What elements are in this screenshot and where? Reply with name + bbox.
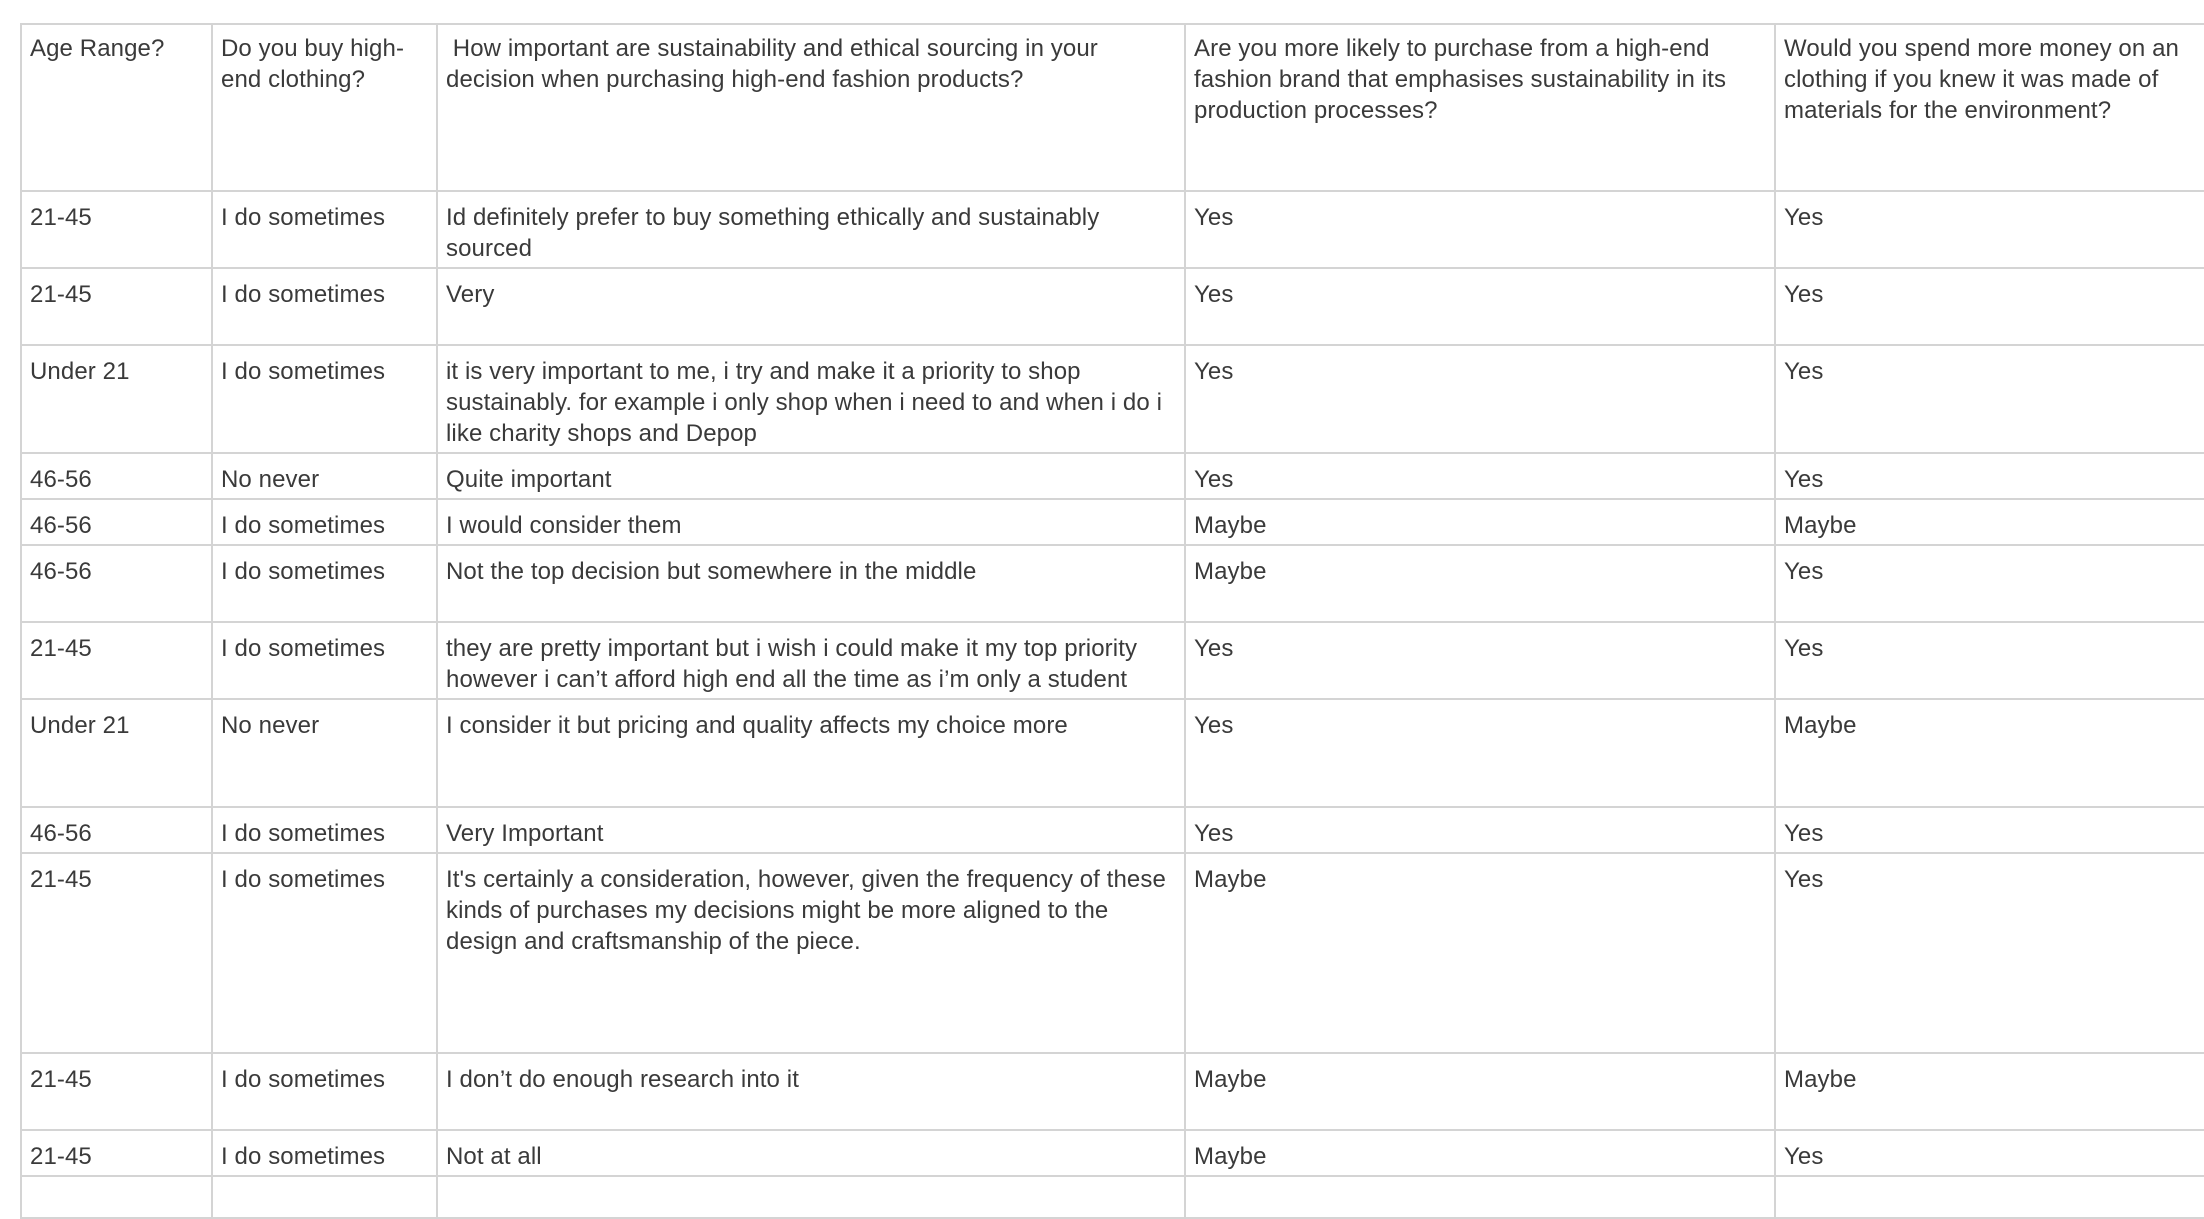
cell-spend-more[interactable] [1775,268,2204,345]
cell-text: 21-45 [30,1066,92,1093]
header-cell-importance[interactable] [437,24,1185,191]
cell-buy[interactable] [212,1130,437,1176]
cell-text: 21-45 [30,866,92,893]
cell-spend-more[interactable] [1775,853,2204,1053]
cell-spend-more[interactable] [1775,1130,2204,1176]
table-row [21,853,2204,1053]
table-row [21,699,2204,807]
cell-text: Yes [1194,635,1234,662]
cell-text: Yes [1784,820,1824,847]
cell-likely[interactable] [1185,545,1775,622]
cell-text: Yes [1784,281,1824,308]
cell-age[interactable] [21,853,212,1053]
table-row [21,545,2204,622]
cell-likely[interactable] [1185,807,1775,853]
cell-text: Maybe [1784,1066,1857,1093]
cell-text: Yes [1194,281,1234,308]
table-row [21,622,2204,699]
cell-text: No never [221,712,320,739]
header-label: Are you more likely to purchase from a high-end fashion brand that emphasises sustainability in its production processes? [1194,35,1733,124]
cell-text: Yes [1194,358,1234,385]
cell-importance[interactable] [437,1176,1185,1218]
cell-buy[interactable] [212,1053,437,1130]
spreadsheet-grid [20,23,2204,1219]
cell-text: I do sometimes [221,281,386,308]
cell-text: 46-56 [30,466,92,493]
cell-text: Maybe [1194,512,1267,539]
table-row [21,453,2204,499]
cell-text: Yes [1194,204,1234,231]
cell-importance[interactable] [437,499,1185,545]
cell-age[interactable] [21,1053,212,1130]
cell-buy[interactable] [212,807,437,853]
cell-text: 21-45 [30,1143,92,1170]
cell-text: I do sometimes [221,1143,386,1170]
table-row [21,499,2204,545]
cell-age[interactable] [21,1130,212,1176]
cell-age[interactable] [21,1176,212,1218]
cell-importance[interactable] [437,345,1185,453]
cell-importance[interactable] [437,1130,1185,1176]
cell-text: No never [221,466,320,493]
cell-likely[interactable] [1185,1176,1775,1218]
cell-buy[interactable] [212,699,437,807]
cell-text: 46-56 [30,512,92,539]
cell-likely[interactable] [1185,268,1775,345]
header-label: Would you spend more money on an clothing if you knew it was made of materials for the environment? [1784,35,2186,124]
cell-text: I do sometimes [221,558,386,585]
cell-text: It's certainly a consideration, however, given the frequency of these kinds of purchases my decisions might be more aligned to the design and craftsmanship of the piece. [446,866,1173,955]
cell-text: I would consider them [446,512,682,539]
cell-likely[interactable] [1185,1130,1775,1176]
cell-likely[interactable] [1185,499,1775,545]
cell-text: I do sometimes [221,635,386,662]
cell-age[interactable] [21,499,212,545]
cell-importance[interactable] [437,453,1185,499]
cell-text: Under 21 [30,358,130,385]
cell-age[interactable] [21,622,212,699]
cell-text: I do sometimes [221,820,386,847]
cell-buy[interactable] [212,499,437,545]
cell-text: 46-56 [30,820,92,847]
cell-text: I do sometimes [221,204,386,231]
cell-spend-more[interactable] [1775,345,2204,453]
cell-age[interactable] [21,268,212,345]
cell-text: Not the top decision but somewhere in the middle [446,558,977,585]
cell-likely[interactable] [1185,191,1775,268]
cell-spend-more[interactable] [1775,807,2204,853]
cell-likely[interactable] [1185,1053,1775,1130]
cell-text: Yes [1194,466,1234,493]
table-row [21,345,2204,453]
cell-age[interactable] [21,699,212,807]
cell-text: Yes [1784,866,1824,893]
header-label: Do you buy high-end clothing? [221,35,405,93]
cell-text: 21-45 [30,281,92,308]
cell-text: 21-45 [30,635,92,662]
cell-text: Yes [1784,558,1824,585]
cell-text: Very Important [446,820,604,847]
cell-text: I don’t do enough research into it [446,1066,799,1093]
cell-text: they are pretty important but i wish i could make it my top priority however i can’t afford high end all the time as i’m only a student [446,635,1144,693]
table-row [21,191,2204,268]
cell-buy[interactable] [212,268,437,345]
header-cell-age-range[interactable] [21,24,212,191]
cell-buy[interactable] [212,622,437,699]
cell-importance[interactable] [437,1053,1185,1130]
cell-text: it is very important to me, i try and make it a priority to shop sustainably. for example i only shop when i need to and when i do i like charity shops and Depop [446,358,1169,447]
table-row [21,1130,2204,1176]
cell-spend-more[interactable] [1775,545,2204,622]
cell-text: Very [446,281,495,308]
header-cell-buy-high-end[interactable] [212,24,437,191]
cell-text: Maybe [1194,866,1267,893]
cell-text: I consider it but pricing and quality affects my choice more [446,712,1068,739]
cell-spend-more[interactable] [1775,499,2204,545]
cell-buy[interactable] [212,545,437,622]
cell-text: Maybe [1784,712,1857,739]
table-row-empty [21,1176,2204,1218]
cell-buy[interactable] [212,345,437,453]
header-cell-more-likely[interactable] [1185,24,1775,191]
cell-text: Not at all [446,1143,542,1170]
cell-buy[interactable] [212,191,437,268]
cell-spend-more[interactable] [1775,191,2204,268]
cell-text: Under 21 [30,712,130,739]
cell-importance[interactable] [437,807,1185,853]
cell-text: I do sometimes [221,1066,386,1093]
table-row [21,268,2204,345]
table-row [21,1053,2204,1130]
cell-likely[interactable] [1185,453,1775,499]
cell-buy[interactable] [212,453,437,499]
cell-text: Maybe [1194,1143,1267,1170]
cell-text: I do sometimes [221,866,386,893]
cell-age[interactable] [21,345,212,453]
header-label: How important are sustainability and ethical sourcing in your decision when purchasing high-end fashion products? [446,35,1105,93]
cell-importance[interactable] [437,191,1185,268]
cell-text: 21-45 [30,204,92,231]
cell-importance[interactable] [437,268,1185,345]
cell-text: Maybe [1194,1066,1267,1093]
cell-buy[interactable] [212,853,437,1053]
cell-text: Yes [1194,820,1234,847]
cell-spend-more[interactable] [1775,1053,2204,1130]
cell-spend-more[interactable] [1775,699,2204,807]
cell-text: Yes [1194,712,1234,739]
cell-text: 46-56 [30,558,92,585]
cell-text: I do sometimes [221,512,386,539]
cell-text: Maybe [1194,558,1267,585]
cell-text: Yes [1784,358,1824,385]
header-cell-spend-more[interactable] [1775,24,2204,191]
cell-importance[interactable] [437,699,1185,807]
cell-spend-more[interactable] [1775,453,2204,499]
cell-importance[interactable] [437,622,1185,699]
header-label: Age Range? [30,35,165,62]
cell-text: I do sometimes [221,358,386,385]
cell-spend-more[interactable] [1775,622,2204,699]
cell-text: Quite important [446,466,612,493]
cell-likely[interactable] [1185,853,1775,1053]
cell-text: Maybe [1784,512,1857,539]
cell-text: Yes [1784,635,1824,662]
cell-age[interactable] [21,807,212,853]
cell-likely[interactable] [1185,699,1775,807]
survey-table [20,23,2204,1219]
cell-text: Id definitely prefer to buy something ethically and sustainably sourced [446,204,1107,262]
cell-likely[interactable] [1185,345,1775,453]
table-row [21,807,2204,853]
header-row [21,24,2204,191]
cell-buy[interactable] [212,1176,437,1218]
cell-importance[interactable] [437,545,1185,622]
cell-text: Yes [1784,1143,1824,1170]
cell-text: Yes [1784,466,1824,493]
cell-age[interactable] [21,545,212,622]
cell-spend-more[interactable] [1775,1176,2204,1218]
cell-age[interactable] [21,453,212,499]
cell-text: Yes [1784,204,1824,231]
cell-age[interactable] [21,191,212,268]
cell-importance[interactable] [437,853,1185,1053]
cell-likely[interactable] [1185,622,1775,699]
